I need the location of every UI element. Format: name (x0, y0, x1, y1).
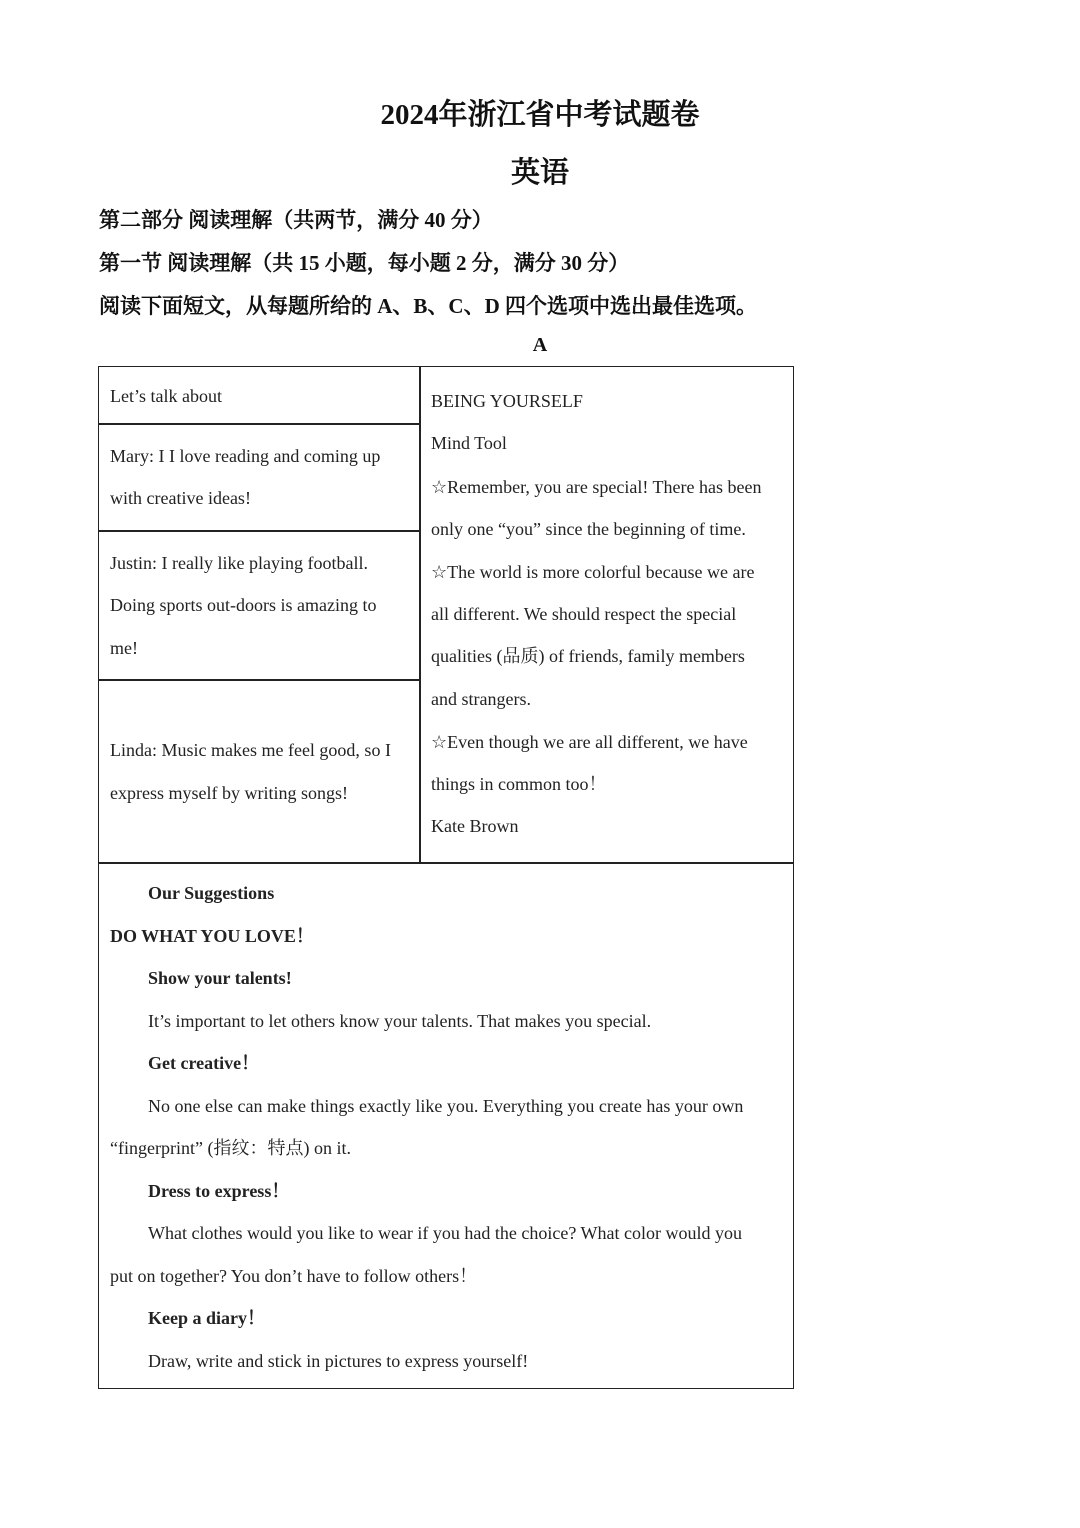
dress-body-1: What clothes would you like to wear if you had the choice? What color would you (148, 1223, 742, 1243)
right-line: and strangers. (431, 689, 531, 709)
author-name: Kate Brown (431, 816, 519, 836)
mind-tool-label: Mind Tool (431, 433, 507, 453)
part-heading: 第二部分 阅读理解（共两节，满分 40 分） (99, 208, 493, 232)
section-heading: 第一节 阅读理解（共 15 小题，每小题 2 分，满分 30 分） (99, 251, 630, 275)
diary-body: Draw, write and stick in pictures to express yourself! (148, 1351, 529, 1371)
linda-line-1: Linda: Music makes me feel good, so I (110, 740, 391, 760)
right-line: things in common too！ (431, 774, 607, 794)
mary-line-1: Mary: I I love reading and coming up (110, 446, 381, 466)
creative-body-2: “fingerprint” (指纹：特点) on it. (110, 1138, 351, 1158)
subject-title: 英语 (510, 157, 569, 189)
right-line: only one “you” since the beginning of time. (431, 519, 746, 539)
right-line: all different. We should respect the special (431, 604, 737, 624)
right-line: ☆The world is more colorful because we are (431, 562, 755, 582)
talk-heading: Let’s talk about (110, 386, 222, 406)
justin-line-3: me! (110, 638, 138, 658)
creative-title: Get creative！ (148, 1053, 260, 1073)
right-line: ☆Remember, you are special! There has been (431, 477, 762, 497)
row-divider (98, 423, 420, 425)
talents-body: It’s important to let others know your talents. That makes you special. (148, 1011, 652, 1031)
passage-letter: A (532, 334, 548, 356)
dress-title: Dress to express！ (148, 1181, 290, 1201)
slogan: DO WHAT YOU LOVE！ (110, 926, 314, 946)
dress-body-2: put on together? You don’t have to follow others！ (110, 1266, 478, 1286)
row-divider (98, 679, 420, 681)
linda-line-2: express myself by writing songs! (110, 783, 348, 803)
justin-line-1: Justin: I really like playing football. (110, 553, 368, 573)
mary-line-2: with creative ideas! (110, 488, 251, 508)
right-heading: BEING YOURSELF (431, 391, 583, 411)
diary-title: Keep a diary！ (148, 1308, 265, 1328)
instruction-text: 阅读下面短文，从每题所给的 A、B、C、D 四个选项中选出最佳选项。 (99, 294, 758, 318)
creative-body-1: No one else can make things exactly like you. Everything you create has your own (148, 1096, 744, 1116)
talents-title: Show your talents! (148, 968, 292, 988)
suggestions-heading: Our Suggestions (148, 883, 275, 903)
right-line: qualities (品质) of friends, family members (431, 646, 745, 666)
justin-line-2: Doing sports out-doors is amazing to (110, 595, 377, 615)
right-line: ☆Even though we are all different, we have (431, 732, 748, 752)
section-divider (98, 862, 794, 864)
column-divider (419, 366, 421, 863)
exam-title: 2024年浙江省中考试题卷 (380, 99, 700, 131)
row-divider (98, 530, 420, 532)
